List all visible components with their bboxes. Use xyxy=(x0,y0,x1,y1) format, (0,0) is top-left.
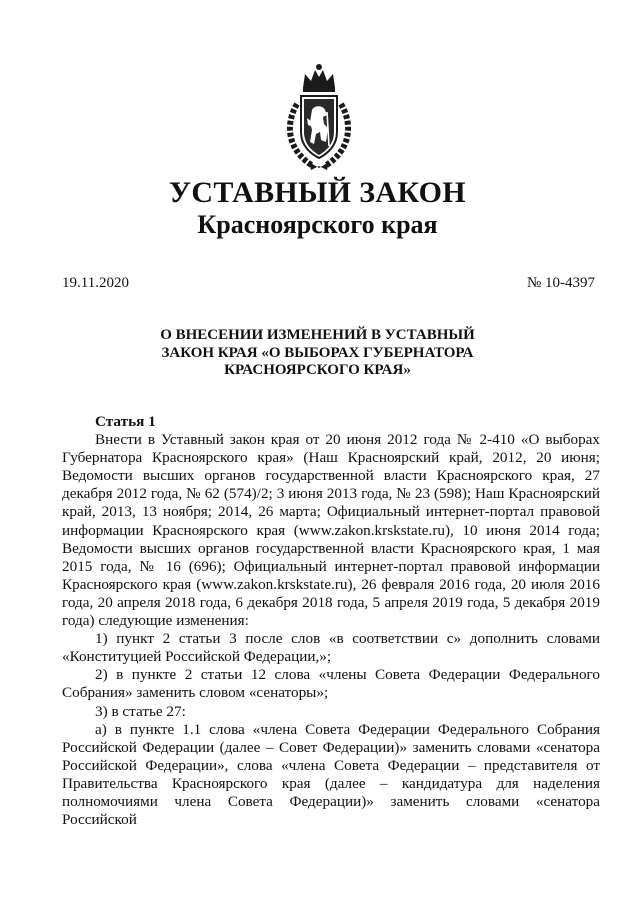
article-title: Статья 1 xyxy=(95,413,156,430)
law-heading-line: КРАСНОЯРСКОГО КРАЯ» xyxy=(224,362,411,378)
article-paragraph: Внести в Уставный закон края от 20 июня 2012 года № 2-410 «О выборах Губернатора Красноярского края» (Наш Красноярский край, 2012, 20 июня; Ведомости высших органов государственной власти Красноярского края, 27 декабря 2012 года, № 62 (574)/2; 3 июня 2013 года, № 23 (598); Наш Красноярский край, 2013, 13 ноября; 2014, 26 марта; Официальный интернет-портал правовой информации Красноярского края (www.zakon.krskstate.ru), 10 июня 2014 года; Ведомости высших органов государственной власти Красноярского края, 1 мая 2015 года, № 16 (696); Официальный интернет-портал правовой информации Красноярского края (www.zakon.krskstate.ru), 26 февраля 2016 года, 20 июля 2016 года, 20 апреля 2018 года, 6 декабря 2018 года, 5 апреля 2019 года, 5 декабря 2019 года) следующие изменения: xyxy=(62,431,600,630)
law-number: № 10-4397 xyxy=(526,275,595,291)
law-heading-line: О ВНЕСЕНИИ ИЗМЕНЕНИЙ В УСТАВНЫЙ xyxy=(160,327,475,343)
coat-of-arms-icon xyxy=(283,62,355,172)
law-heading-line: ЗАКОН КРАЯ «О ВЫБОРАХ ГУБЕРНАТОРА xyxy=(161,344,474,361)
law-date: 19.11.2020 xyxy=(62,275,129,291)
document-subtitle: Красноярского края xyxy=(197,210,438,239)
article-paragraph: 3) в статье 27: xyxy=(95,702,186,720)
article-paragraph: 2) в пункте 2 статьи 12 слова «члены Совета Федерации Федерального Собрания» заменить словом «сенаторы»; xyxy=(62,666,600,702)
article-paragraph: а) в пункте 1.1 слова «члена Совета Федерации Федерального Собрания Российской Федерации (далее – Совет Федерации)» заменить словами «сенатора Российской Федерации», слова «члена Совета Федерации – представителя от Правительства Красноярского края (далее – кандидатура для наделения полномочиями члена Совета Федерации)» заменить словами «сенатора Российской xyxy=(62,720,600,829)
document-title: УСТАВНЫЙ ЗАКОН xyxy=(169,176,466,209)
article-paragraph: 1) пункт 2 статьи 3 после слов «в соответствии с» дополнить словами «Конституцией Российской Федерации,»; xyxy=(62,630,600,666)
article-body xyxy=(62,413,600,829)
law-heading xyxy=(0,327,635,380)
